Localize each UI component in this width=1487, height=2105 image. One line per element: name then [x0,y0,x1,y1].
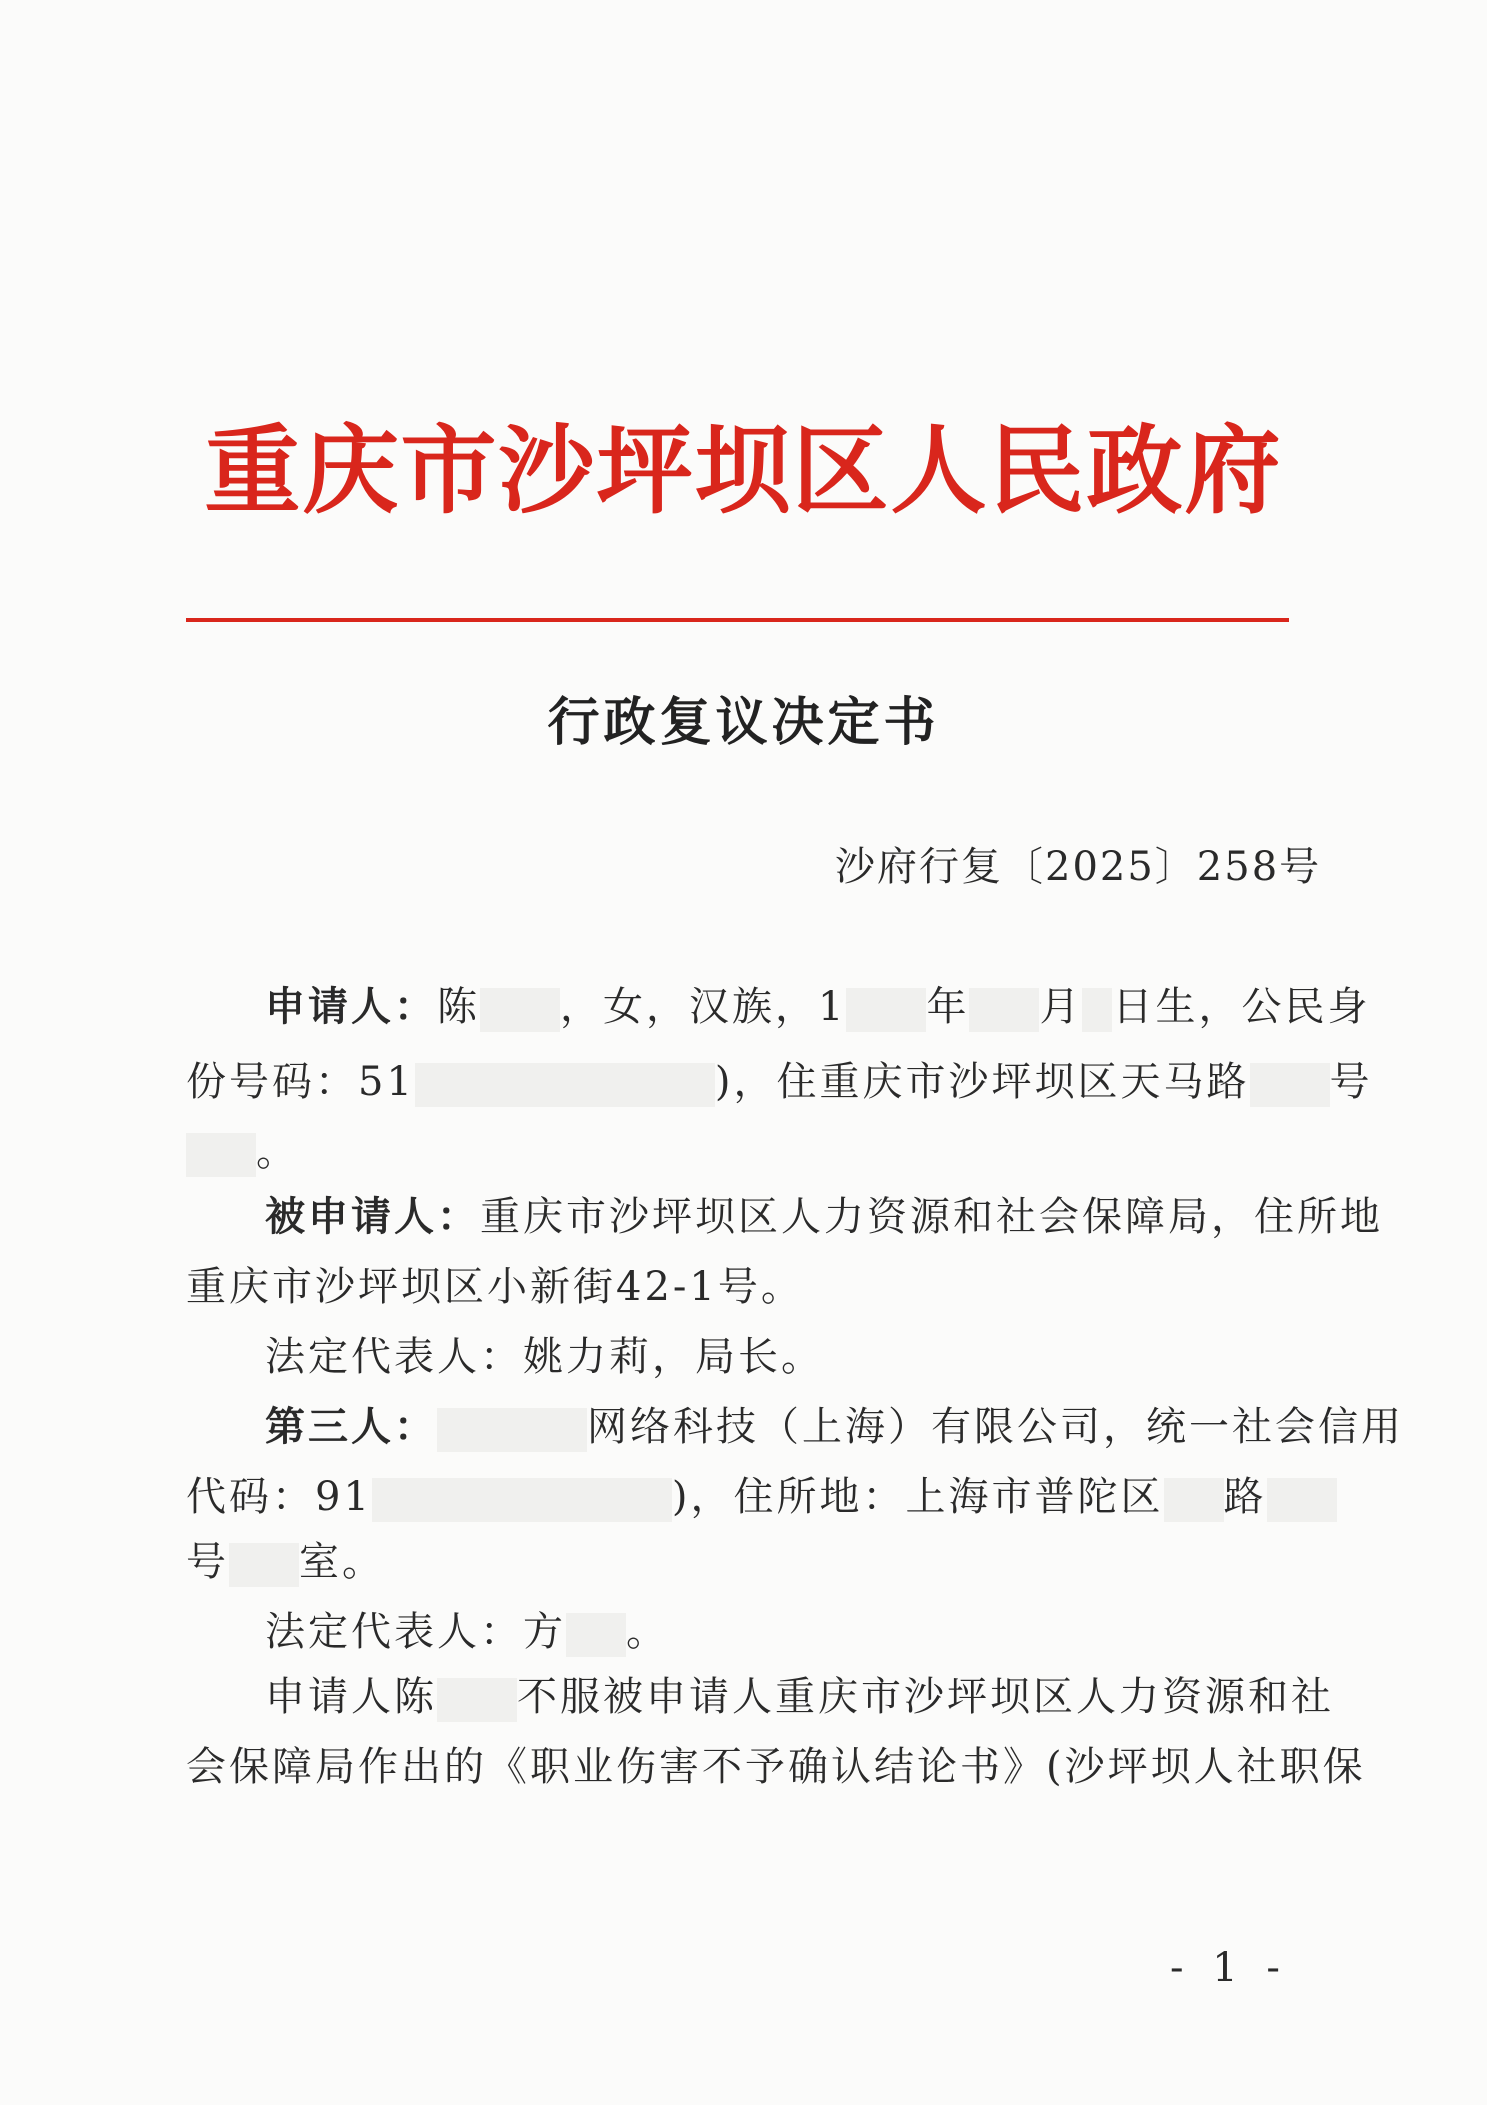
page-number: - 1 - [1170,1945,1288,1991]
redaction-mask [969,988,1039,1032]
applicant-line-1: 申请人：陈 ，女，汉族，1 年 月 日生，公民身 [265,983,1371,1030]
body-line-2: 会保障局作出的《职业伤害不予确认结论书》(沙坪坝人社职保 [186,1744,1366,1790]
redaction-mask [846,988,926,1032]
red-divider-line [186,618,1289,622]
applicant-line-2: 份号码：51 )，住重庆市沙坪坝区天马路 号 [186,1059,1373,1105]
respondent-label: 被申请人： [265,1193,480,1240]
redaction-mask [1267,1478,1337,1522]
issuing-authority-header: 重庆市沙坪坝区人民政府 [204,414,1283,527]
document-number: 沙府行复〔2025〕258号 [835,844,1322,890]
redaction-mask [437,1408,587,1452]
redaction-mask [480,988,560,1032]
third-party-line-2: 代码：91 )，住所地：上海市普陀区 路 [186,1465,1337,1522]
third-party-line-1: 第三人： 网络科技（上海）有限公司，统一社会信用 [265,1403,1404,1450]
redaction-mask [566,1613,626,1657]
respondent-representative: 法定代表人：姚力莉，局长。 [265,1334,824,1380]
redaction-mask [437,1678,517,1722]
redaction-mask [415,1063,715,1107]
applicant-label: 申请人： [265,983,437,1030]
third-party-representative: 法定代表人：方 。 [265,1609,669,1655]
redaction-mask [229,1543,299,1587]
redaction-mask [1250,1063,1330,1107]
third-party-label: 第三人： [265,1403,437,1450]
redaction-mask [1082,988,1112,1032]
redaction-mask [186,1133,256,1177]
applicant-line-3: 。 [186,1120,299,1177]
respondent-line-1: 被申请人：重庆市沙坪坝区人力资源和社会保障局，住所地 [265,1193,1383,1240]
redaction-mask [372,1478,672,1522]
body-line-1: 申请人陈 不服被申请人重庆市沙坪坝区人力资源和社 [265,1674,1334,1720]
document-title: 行政复议决定书 [547,692,940,753]
third-party-line-3: 号 室。 [186,1539,385,1585]
redaction-mask [1164,1478,1224,1522]
respondent-line-2: 重庆市沙坪坝区小新街42-1号。 [186,1264,804,1310]
